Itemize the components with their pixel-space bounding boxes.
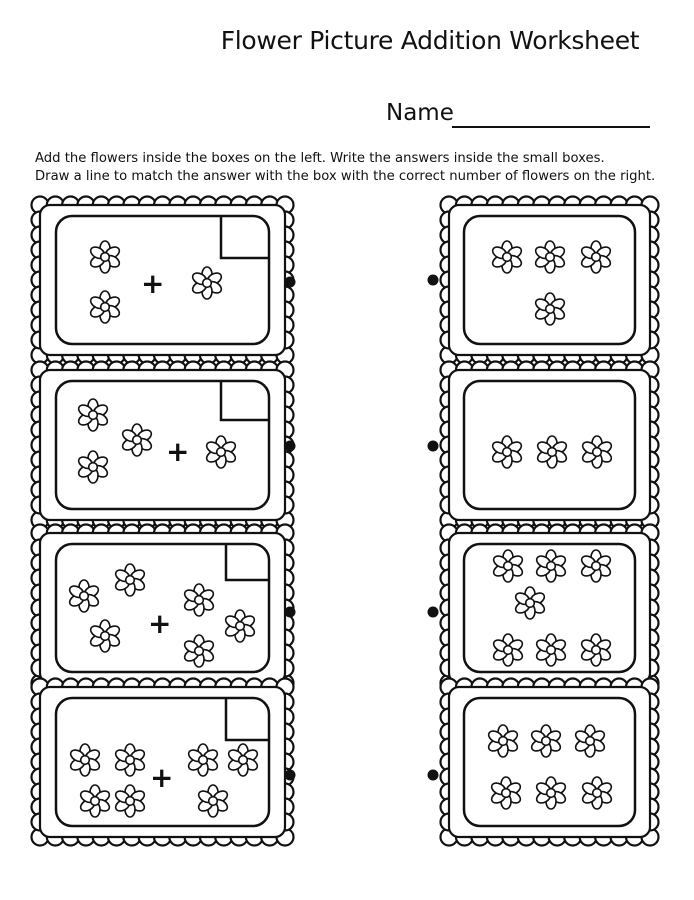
choice-card-3 (441, 525, 659, 692)
plus-sign: + (141, 267, 165, 300)
match-dot-right-4[interactable] (428, 770, 439, 781)
instruction-line-1: Add the flowers inside the boxes on the left. Write the answers inside the small boxes. (35, 151, 605, 166)
instruction-line-2: Draw a line to match the answer with the box with the correct number of flowers on the right. (35, 169, 656, 184)
problem-card-2 (32, 362, 294, 529)
match-dot-left-4[interactable] (285, 770, 296, 781)
match-dot-right-2[interactable] (428, 441, 439, 452)
problem-card-3 (32, 525, 294, 692)
match-dot-left-3[interactable] (285, 607, 296, 618)
problem-card-1 (32, 197, 294, 364)
answer-box-3[interactable] (226, 544, 269, 580)
problem-card-4 (32, 679, 294, 846)
plus-sign: + (150, 761, 174, 794)
match-dot-right-1[interactable] (428, 275, 439, 286)
plus-sign: + (148, 607, 172, 640)
choice-card-4 (441, 679, 659, 846)
match-dot-left-2[interactable] (285, 441, 296, 452)
answer-box-2[interactable] (221, 381, 269, 420)
plus-sign: + (166, 435, 190, 468)
answer-box-1[interactable] (221, 216, 269, 258)
choice-card-2 (441, 362, 659, 529)
match-dot-right-3[interactable] (428, 607, 439, 618)
name-label: Name (386, 100, 454, 126)
worksheet-title: Flower Picture Addition Worksheet (220, 26, 640, 55)
answer-box-4[interactable] (226, 698, 269, 740)
choice-card-1 (441, 197, 659, 364)
match-dot-left-1[interactable] (285, 277, 296, 288)
